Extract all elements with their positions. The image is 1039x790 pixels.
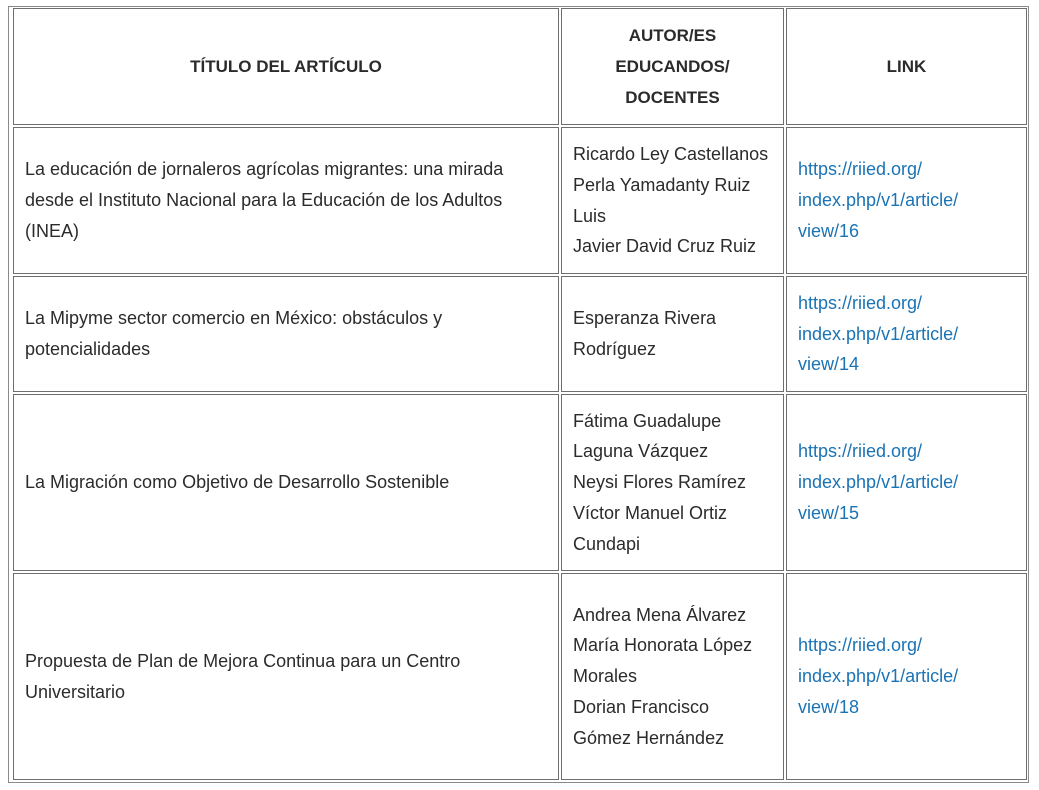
title-line: desde el Instituto Nacional para la Educación de los Adultos	[25, 190, 503, 211]
title-line: potencialidades	[25, 339, 151, 359]
row-2-authors	[561, 276, 784, 392]
link-line[interactable]: https://riied.org/	[798, 159, 923, 180]
header-title-label: TÍTULO DEL ARTÍCULO	[190, 57, 382, 76]
row-2-link-cell	[786, 276, 1027, 392]
link-line[interactable]: https://riied.org/	[798, 292, 923, 313]
header-title	[13, 8, 559, 125]
row-2-title	[13, 276, 559, 392]
author-line: Neysi Flores Ramírez	[573, 472, 747, 493]
header-authors-line: AUTOR/ES	[628, 26, 717, 45]
author-line: Ricardo Ley Castellanos	[573, 144, 769, 165]
author-line: Andrea Mena Álvarez	[573, 604, 747, 625]
row-2-link[interactable]	[798, 288, 958, 380]
author-line: Javier David Cruz Ruiz	[573, 236, 757, 257]
author-line: Fátima Guadalupe	[573, 410, 722, 431]
row-4-link-cell	[786, 573, 1027, 780]
author-line: Rodríguez	[573, 339, 657, 359]
link-line[interactable]: index.php/v1/article/	[798, 666, 959, 687]
row-4-title	[13, 573, 559, 780]
author-line: Luis	[573, 205, 607, 226]
link-line[interactable]: view/15	[798, 502, 860, 523]
header-link	[786, 8, 1027, 125]
link-line[interactable]: https://riied.org/	[798, 635, 923, 656]
header-authors-line: EDUCANDOS/	[615, 57, 730, 76]
link-line[interactable]: view/14	[798, 354, 860, 375]
row-1-link-cell	[786, 127, 1027, 274]
title-line: Universitario	[25, 681, 126, 702]
author-line: Morales	[573, 666, 638, 687]
row-4-authors	[561, 573, 784, 780]
link-line[interactable]: index.php/v1/article/	[798, 472, 959, 493]
author-line: Gómez Hernández	[573, 727, 725, 748]
title-line: (INEA)	[25, 220, 79, 241]
row-1-link[interactable]	[798, 154, 958, 246]
row-3-link-cell	[786, 394, 1027, 571]
link-line[interactable]: index.php/v1/article/	[798, 190, 959, 211]
title-line: La Migración como Objetivo de Desarrollo Sostenible	[25, 472, 450, 493]
author-line: Perla Yamadanty Ruiz	[573, 174, 751, 195]
row-3-authors	[561, 394, 784, 571]
header-link-label: LINK	[886, 57, 927, 76]
author-line: Esperanza Rivera	[573, 308, 717, 329]
link-line[interactable]: view/18	[798, 696, 860, 717]
row-1-authors	[561, 127, 784, 274]
row-3-link[interactable]	[798, 436, 958, 528]
author-line: Víctor Manuel Ortiz	[573, 502, 728, 523]
link-line[interactable]: https://riied.org/	[798, 441, 923, 462]
link-line[interactable]: view/16	[798, 220, 860, 241]
row-4-link[interactable]	[798, 630, 958, 722]
link-line[interactable]: index.php/v1/article/	[798, 323, 959, 344]
author-line: María Honorata López	[573, 635, 753, 656]
author-line: Laguna Vázquez	[573, 441, 709, 462]
title-line: La educación de jornaleros agrícolas migrantes: una mirada	[25, 159, 504, 180]
author-line: Cundapi	[573, 533, 641, 554]
title-line: La Mipyme sector comercio en México: obstáculos y	[25, 308, 443, 329]
header-authors	[561, 8, 784, 125]
row-3-title	[13, 394, 559, 571]
author-line: Dorian Francisco	[573, 696, 710, 717]
row-1-title	[13, 127, 559, 274]
header-authors-line: DOCENTES	[625, 88, 720, 107]
title-line: Propuesta de Plan de Mejora Continua para un Centro	[25, 650, 461, 671]
